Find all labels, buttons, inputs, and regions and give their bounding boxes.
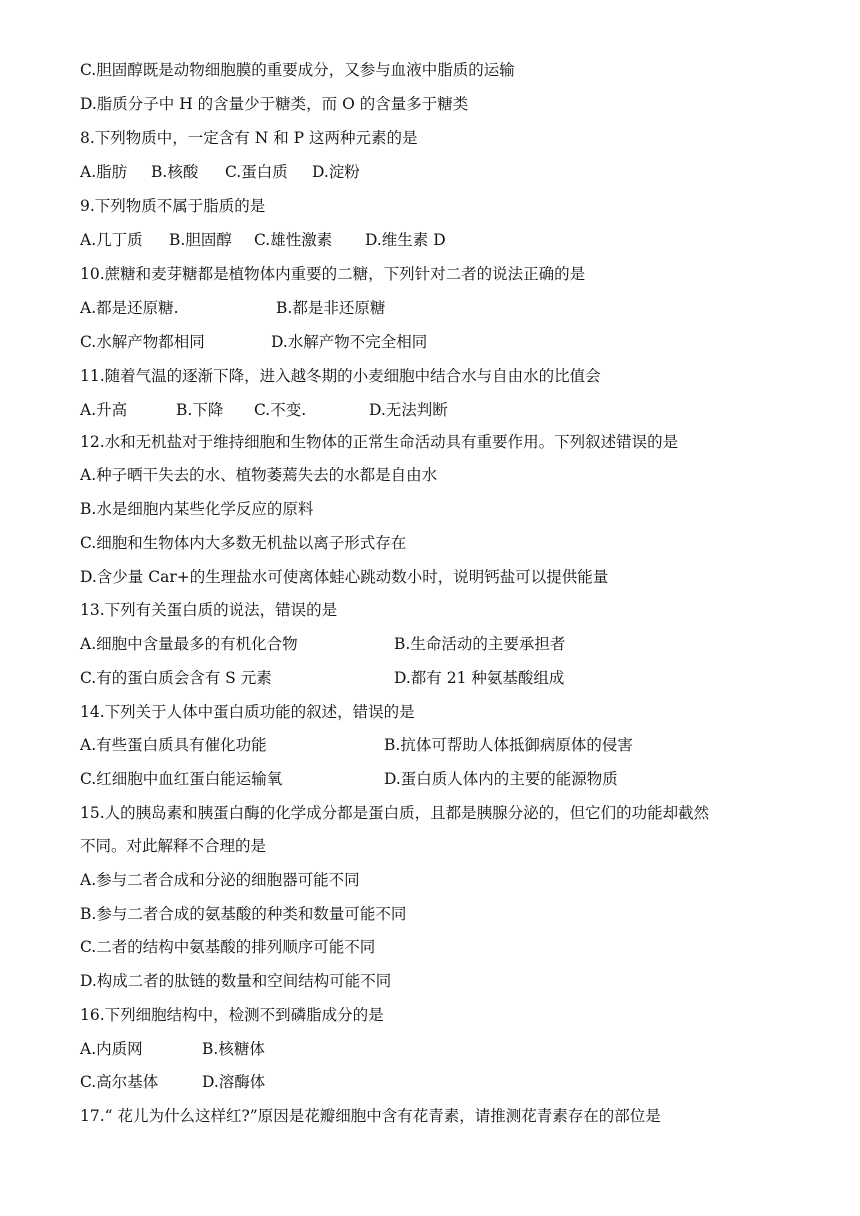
q7-option-d: D.脂质分子中 H 的含量少于糖类，而 O 的含量多于糖类: [80, 95, 469, 113]
q16-options-ab: [80, 1032, 780, 1066]
q8-option-b: B.核酸: [151, 163, 199, 181]
q15-option-b: B.参与二者合成的氨基酸的种类和数量可能不同: [80, 905, 407, 923]
q14-option-b: B.抗体可帮助人体抵御病原体的侵害: [384, 736, 633, 754]
q8-stem: 8.下列物质中，一定含有 N 和 P 这两种元素的是: [80, 129, 418, 147]
q11-option-a: A.升高: [80, 401, 128, 419]
q9-option-c: C.雄性激素: [254, 231, 333, 249]
q13-options-cd: [80, 661, 780, 695]
q15-option-a: A.参与二者合成和分泌的细胞器可能不同: [80, 871, 360, 889]
q14-option-a: A.有些蛋白质具有催化功能: [80, 736, 267, 754]
q16-option-d: D.溶酶体: [202, 1073, 266, 1091]
q13-stem: 13.下列有关蛋白质的说法，错误的是: [80, 601, 338, 619]
q14-options-ab: [80, 728, 780, 762]
q12-option-b: B.水是细胞内某些化学反应的原料: [80, 500, 314, 518]
q12-option-d: D.含少量 Car+的生理盐水可使离体蛙心跳动数小时，说明钙盐可以提供能量: [80, 568, 609, 586]
q11-option-b: B.下降: [176, 401, 224, 419]
q15-stem-continued: 不同。对此解释不合理的是: [80, 837, 267, 855]
q10-option-d: D.水解产物不完全相同: [271, 333, 428, 351]
q12-option-c: C.细胞和生物体内大多数无机盐以离子形式存在: [80, 534, 407, 552]
q14-option-c: C.红细胞中血红蛋白能运输氧: [80, 770, 283, 788]
q8-option-a: A.脂肪: [80, 163, 128, 181]
q9-option-b: B.胆固醇: [169, 231, 232, 249]
q11-option-d: D.无法判断: [369, 401, 448, 419]
q13-option-d: D.都有 21 种氨基酸组成: [394, 669, 565, 687]
q11-options: [80, 393, 780, 427]
q9-stem: 9.下列物质不属于脂质的是: [80, 197, 266, 215]
q15-stem: 15.人的胰岛素和胰蛋白酶的化学成分都是蛋白质，且都是胰腺分泌的，但它们的功能却截然: [80, 804, 710, 822]
q16-option-b: B.核糖体: [202, 1040, 265, 1058]
q12-option-a: A.种子晒干失去的水、植物萎蔫失去的水都是自由水: [80, 466, 438, 484]
q7-option-c: C.胆固醇既是动物细胞膜的重要成分，又参与血液中脂质的运输: [80, 61, 515, 79]
q10-option-c: C.水解产物都相同: [80, 333, 205, 351]
q15-option-c: C.二者的结构中氨基酸的排列顺序可能不同: [80, 938, 376, 956]
q10-options-cd: [80, 325, 780, 359]
q16-option-c: C.高尔基体: [80, 1073, 159, 1091]
q15-option-d: D.构成二者的肽链的数量和空间结构可能不同: [80, 972, 392, 990]
q14-stem: 14.下列关于人体中蛋白质功能的叙述，错误的是: [80, 703, 415, 721]
q8-option-d: D.淀粉: [312, 163, 360, 181]
q13-option-b: B.生命活动的主要承担者: [394, 635, 566, 653]
q10-stem: 10.蔗糖和麦芽糖都是植物体内重要的二糖，下列针对二者的说法正确的是: [80, 265, 586, 283]
q16-options-cd: [80, 1065, 780, 1099]
q8-option-c: C.蛋白质: [225, 163, 288, 181]
q14-options-cd: [80, 762, 780, 796]
q13-option-c: C.有的蛋白质会含有 S 元素: [80, 669, 272, 687]
q11-stem: 11.随着气温的逐渐下降，进入越冬期的小麦细胞中结合水与自由水的比值会: [80, 367, 601, 385]
q13-option-a: A.细胞中含量最多的有机化合物: [80, 635, 298, 653]
q9-options: [80, 223, 780, 257]
q16-stem: 16.下列细胞结构中，检测不到磷脂成分的是: [80, 1006, 384, 1024]
q12-stem: 12.水和无机盐对于维持细胞和生物体的正常生命活动具有重要作用。下列叙述错误的是: [80, 433, 679, 451]
q10-option-b: B.都是非还原糖: [276, 299, 386, 317]
q11-option-c: C.不变.: [254, 401, 307, 419]
q8-options: [80, 155, 780, 189]
q17-stem: 17.“ 花儿为什么这样红?”原因是花瓣细胞中含有花青素，请推测花青素存在的部位是: [80, 1107, 661, 1125]
q13-options-ab: [80, 627, 780, 661]
q10-options-ab: [80, 291, 780, 325]
q10-option-a: A.都是还原糖.: [80, 299, 179, 317]
q14-option-d: D.蛋白质人体内的主要的能源物质: [384, 770, 618, 788]
q9-option-a: A.几丁质: [80, 231, 143, 249]
q16-option-a: A.内质网: [80, 1040, 143, 1058]
q9-option-d: D.维生素 D: [365, 231, 446, 249]
